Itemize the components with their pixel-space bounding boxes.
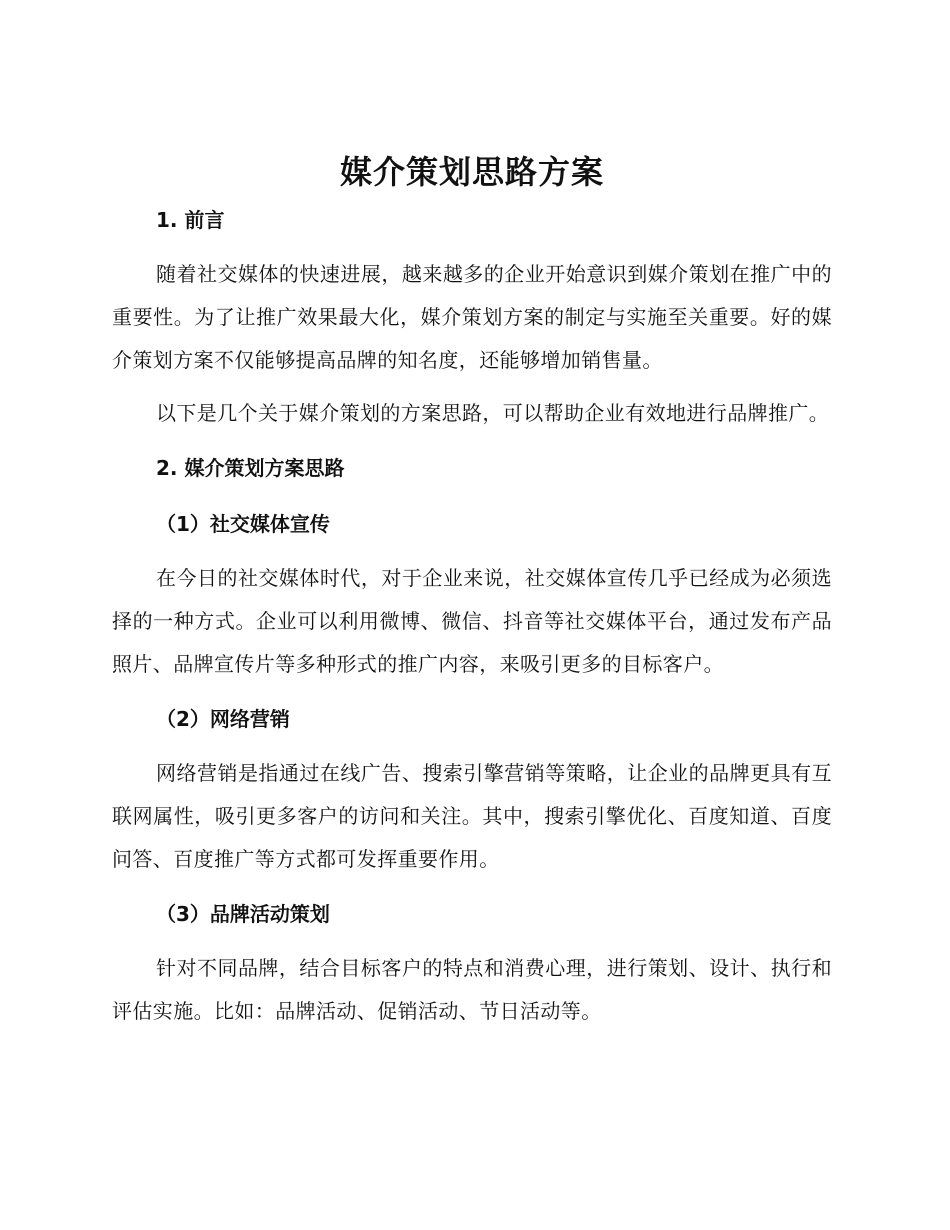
subsection-paragraph-online-marketing: 网络营销是指通过在线广告、搜索引擎营销等策略，让企业的品牌更具有互联网属性，吸引更多客户的访问和关注。其中，搜索引擎优化、百度知道、百度问答、百度推广等方式都可发挥重要作用。 (112, 761, 832, 871)
subsection-heading-online-marketing: （2）网络营销 (156, 707, 290, 731)
subsection-paragraph-social-media: 在今日的社交媒体时代，对于企业来说，社交媒体宣传几乎已经成为必须选择的一种方式。企业可以利用微博、微信、抖音等社交媒体平台，通过发布产品照片、品牌宣传片等多种形式的推广内容，来吸引更多的目标客户。 (112, 566, 832, 676)
intro-paragraph-1: 随着社交媒体的快速进展，越来越多的企业开始意识到媒介策划在推广中的重要性。为了让推广效果最大化，媒介策划方案的制定与实施至关重要。好的媒介策划方案不仅能够提高品牌的知名度，还能够增加销售量。 (112, 262, 832, 372)
intro-paragraph-2: 以下是几个关于媒介策划的方案思路，可以帮助企业有效地进行品牌推广。 (156, 401, 830, 425)
subsection-heading-social-media: （1）社交媒体宣传 (156, 512, 330, 536)
subsection-paragraph-brand-events: 针对不同品牌，结合目标客户的特点和消费心理，进行策划、设计、执行和评估实施。比如：品牌活动、促销活动、节日活动等。 (112, 956, 832, 1023)
document-title: 媒介策划思路方案 (339, 153, 604, 191)
subsection-heading-brand-events: （3）品牌活动策划 (156, 902, 330, 926)
section-heading-plan: 2. 媒介策划方案思路 (156, 456, 345, 480)
section-heading-intro: 1. 前言 (156, 208, 225, 232)
document-page (112, 150, 832, 1033)
